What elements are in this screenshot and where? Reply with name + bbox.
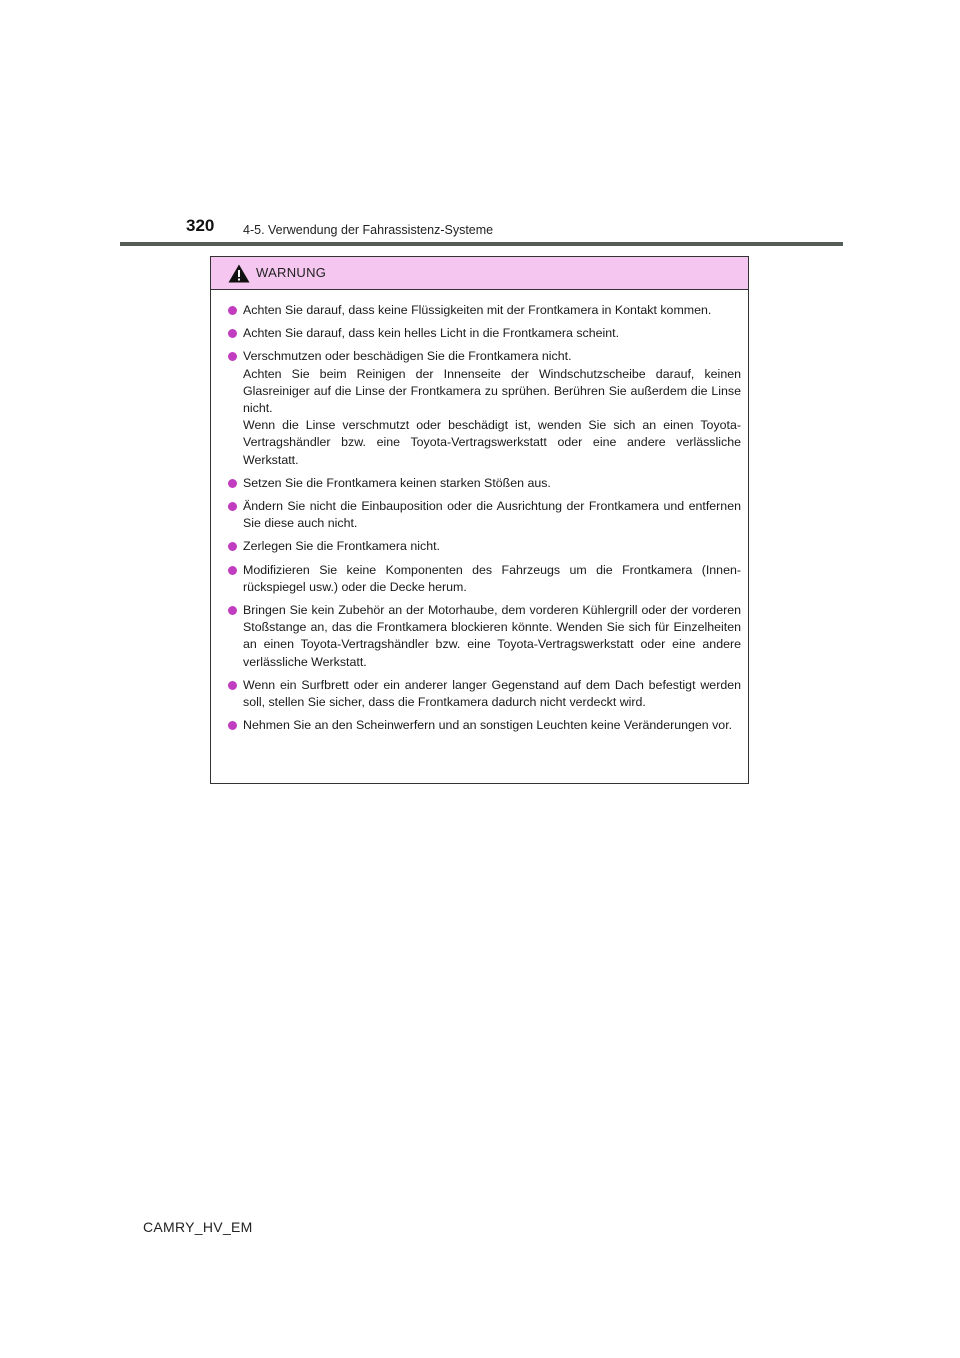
warning-title: WARNUNG	[256, 265, 327, 280]
bullet-icon	[228, 681, 237, 690]
warning-item-text: Achten Sie beim Reinigen der Innenseite der Windschutzscheibe darauf, keinen Glasreiniger auf die Linse der Frontkamera zu sprühen. Berühren Sie außerdem die Linse nicht.	[243, 366, 741, 416]
warning-item-text: Wenn die Linse verschmutzt oder beschädigt ist, wenden Sie sich an einen Toyota-Vertragshändler bzw. eine Toyota-Vertragswerkstatt oder eine andere verlässliche Werkstatt.	[243, 418, 741, 467]
warning-item	[228, 302, 741, 319]
bullet-icon	[228, 329, 237, 338]
warning-triangle-icon	[228, 264, 250, 283]
section-title: 4-5. Verwendung der Fahrassistenz-Systeme	[243, 223, 494, 237]
warning-item	[228, 677, 741, 711]
bullet-icon	[228, 502, 237, 511]
bullet-icon	[228, 566, 237, 575]
bullet-icon	[228, 606, 237, 615]
warning-box	[210, 256, 749, 784]
warning-item-text: Wenn ein Surfbrett oder ein anderer langer Gegenstand auf dem Dach befestigt werden soll, stellen Sie sicher, dass die Frontkamera dadurch nicht verdeckt wird.	[243, 677, 741, 710]
warning-item-text: Setzen Sie die Frontkamera keinen starken Stößen aus.	[243, 475, 551, 490]
warning-item-text: Achten Sie darauf, dass kein helles Licht in die Frontkamera scheint.	[243, 326, 620, 341]
manual-code: CAMRY_HV_EM	[143, 1219, 253, 1235]
warning-item-text: Bringen Sie kein Zubehör an der Motorhaube, dem vorderen Kühlergrill oder der vorderen Stoßstange an, das die Frontkamera blockieren könnte. Wenden Sie sich für Einzelheiten an einen Toyota-Vertragshändler bzw. eine Toyota-Vertragswerkstatt oder eine andere verlässliche Werkstatt.	[243, 603, 741, 669]
warning-item	[228, 325, 741, 342]
warning-item-text: Achten Sie darauf, dass keine Flüssigkeiten mit der Frontkamera in Kontakt kommen.	[243, 303, 712, 317]
bullet-icon	[228, 479, 237, 488]
bullet-icon	[228, 721, 237, 730]
warning-list	[211, 290, 748, 734]
warning-item-text: Nehmen Sie an den Scheinwerfern und an sonstigen Leuchten keine Veränderungen vor.	[243, 718, 733, 733]
warning-item	[228, 602, 741, 671]
bullet-icon	[228, 352, 237, 361]
warning-item	[228, 538, 741, 555]
bullet-icon	[228, 306, 237, 315]
warning-item-text: Verschmutzen oder beschädigen Sie die Frontkamera nicht.	[243, 349, 572, 364]
warning-item	[228, 562, 741, 596]
page-number: 320	[186, 216, 215, 235]
warning-item	[228, 498, 741, 532]
header-rule	[120, 242, 843, 246]
warning-item	[228, 717, 741, 734]
warning-item	[228, 348, 741, 468]
warning-item-text: Ändern Sie nicht die Einbauposition oder die Ausrichtung der Frontkamera und entfernen Sie diese auch nicht.	[243, 499, 741, 531]
warning-item	[228, 475, 741, 492]
bullet-icon	[228, 542, 237, 551]
warning-item-text: Zerlegen Sie die Frontkamera nicht.	[243, 539, 440, 554]
warning-header	[211, 257, 748, 290]
warning-item-text: Modifizieren Sie keine Komponenten des Fahrzeugs um die Frontkamera (Innenrückspiegel usw.) oder die Decke herum.	[243, 562, 741, 594]
